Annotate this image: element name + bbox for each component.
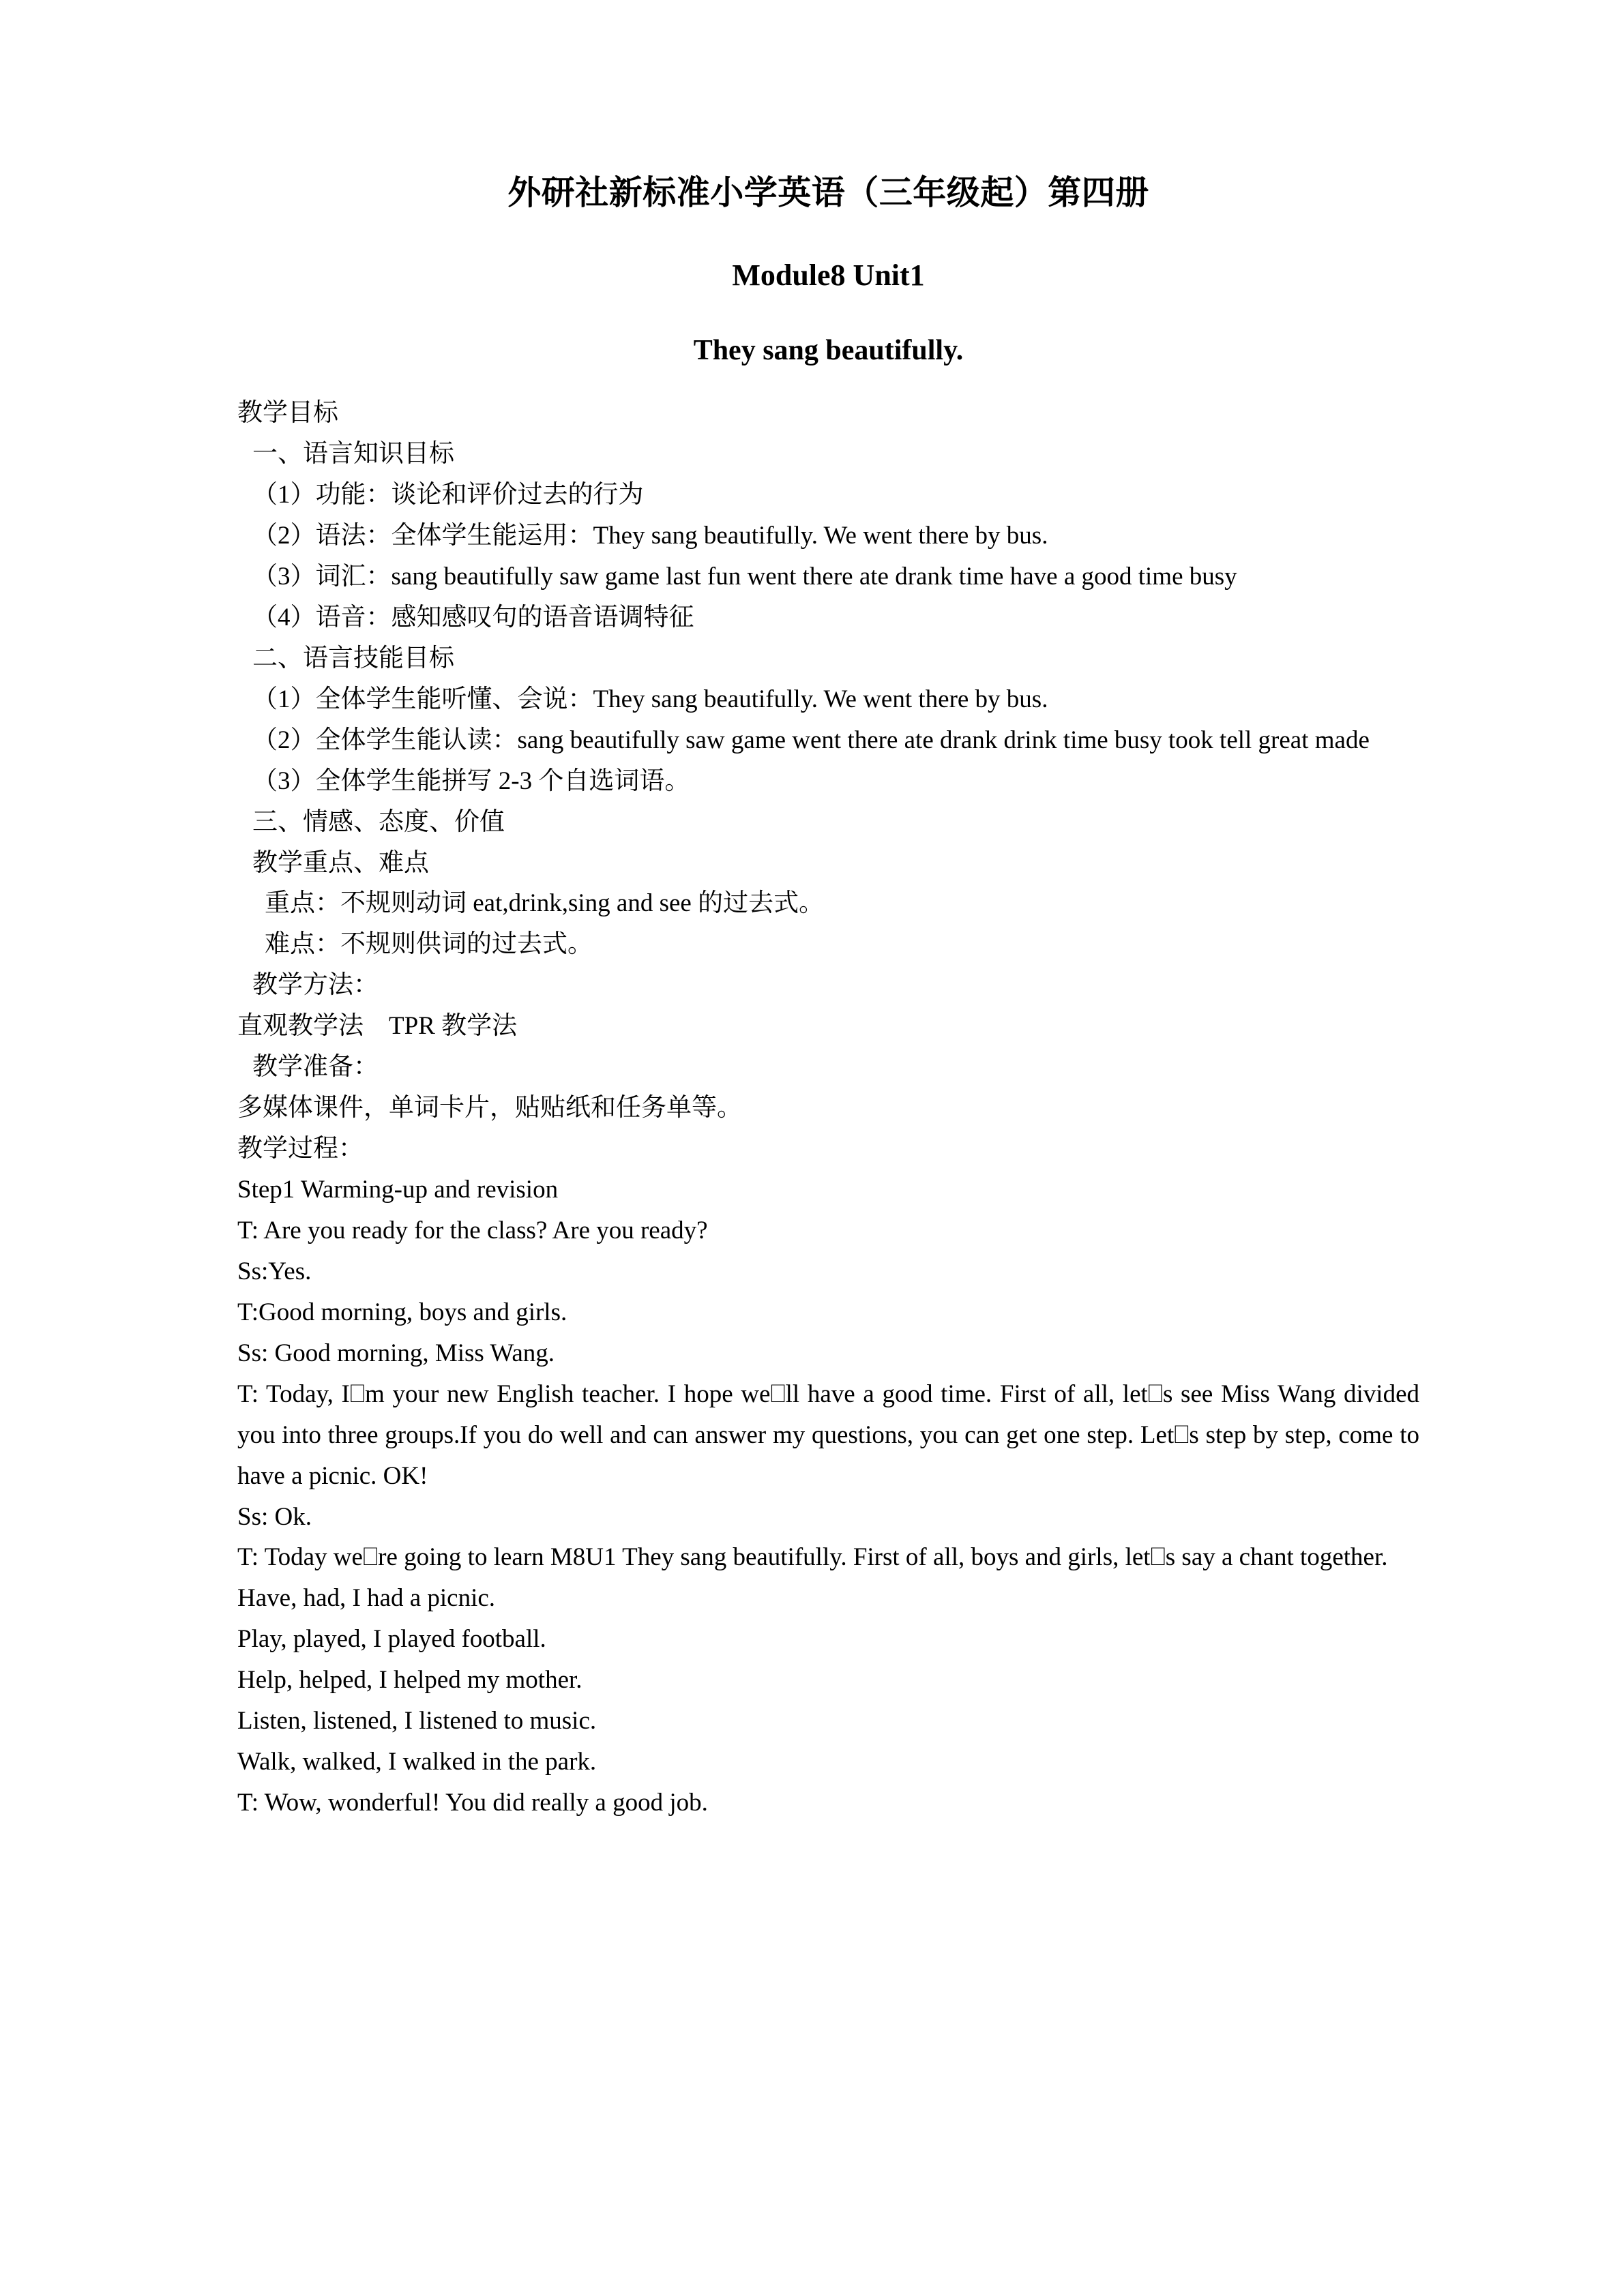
objective-item-function: （1）功能：谈论和评价过去的行为 [252,481,644,509]
dialogue-line-1: T: Are you ready for the class? Are you ready? [237,1216,708,1244]
objective-section-1: 一、语言知识目标 [252,440,454,468]
teaching-methods-value: 直观教学法 TPR 教学法 [237,1012,518,1041]
objective-item-phonetics: （4）语音：感知感叹句的语音语调特征 [252,603,694,631]
dialogue-line-6: Ss: Ok. [237,1502,312,1531]
dialogue-line-5: T: Today, I⎕m your new English teacher. I hope we⎕ll have a good time. First of all, let⎕s see Miss Wang divided you into three groups.If you do well and can answer my questions, you can get one step. Let⎕s step by step, come to have a picnic. OK! [237,1380,1426,1490]
objective-item-grammar: （2）语法：全体学生能运用：They sang beautifully. We went there by bus. [252,522,1048,550]
page-title: 外研社新标准小学英语（三年级起）第四册 [507,174,1149,211]
teaching-objectives-heading: 教学目标 [237,399,338,428]
dialogue-line-2: Ss:Yes. [237,1257,312,1285]
module-unit-title: Module8 Unit1 [732,258,925,293]
dialogue-line-7: T: Today we⎕re going to learn M8U1 They sang beautifully. First of all, boys and girls, let⎕s say a chant together. [237,1543,1388,1572]
skill-item-listening-speaking: （1）全体学生能听懂、会说：They sang beautifully. We went there by bus. [252,685,1048,713]
teaching-methods-heading: 教学方法： [252,971,379,1000]
objective-section-3: 三、情感、态度、价值 [252,807,505,836]
dialogue-line-8: T: Wow, wonderful! You did really a good job. [237,1789,708,1817]
chant-line-2: Play, played, I played football. [237,1625,546,1654]
teaching-preparation-value: 多媒体课件，单词卡片，贴贴纸和任务单等。 [237,1094,742,1122]
objective-section-2: 二、语言技能目标 [252,644,454,672]
key-difficult-heading: 教学重点、难点 [252,848,429,877]
dialogue-line-3: T:Good morning, boys and girls. [237,1298,567,1326]
key-point: 重点：不规则动词 eat,drink,sing and see 的过去式。 [265,889,825,918]
chant-line-3: Help, helped, I helped my mother. [237,1666,582,1695]
lesson-plan-body [237,393,1426,1823]
objective-item-vocabulary: （3）词汇：sang beautifully saw game last fun went there ate drank time have a good time busy [252,562,1237,591]
teaching-preparation-heading: 教学准备： [252,1053,379,1082]
lesson-title: They sang beautifully. [693,334,964,366]
step1-heading: Step1 Warming-up and revision [237,1176,559,1204]
skill-item-reading: （2）全体学生能认读：sang beautifully saw game went there ate drank drink time busy took tell great made [252,726,1370,754]
skill-item-spelling: （3）全体学生能拼写 2-3 个自选词语。 [252,766,690,795]
difficult-point: 难点：不规则供词的过去式。 [265,930,593,959]
chant-line-5: Walk, walked, I walked in the park. [237,1748,597,1776]
chant-line-1: Have, had, I had a picnic. [237,1584,496,1613]
dialogue-line-4: Ss: Good morning, Miss Wang. [237,1339,555,1367]
chant-line-4: Listen, listened, I listened to music. [237,1707,597,1735]
teaching-process-heading: 教学过程： [237,1135,364,1163]
